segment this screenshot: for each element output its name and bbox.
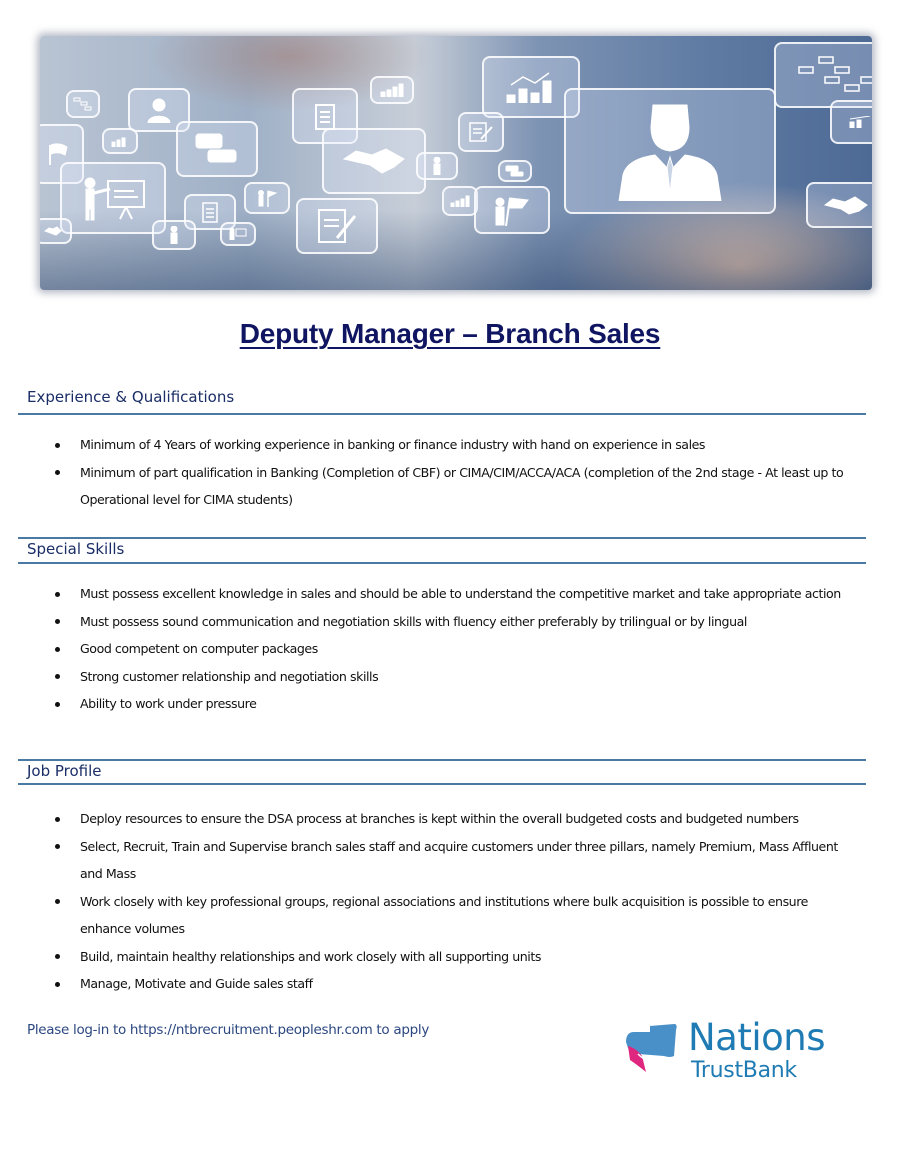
list-item: Ability to work under pressure — [0, 690, 900, 718]
chat-small-icon — [498, 160, 532, 182]
section-rule — [18, 783, 866, 785]
section-rule — [18, 562, 866, 564]
bullet-icon — [55, 592, 60, 597]
growth-bar-icon — [370, 76, 414, 104]
list-item: Manage, Motivate and Guide sales staff — [0, 970, 900, 998]
document-edit-icon — [458, 112, 504, 152]
list-item: Deploy resources to ensure the DSA process at branches is kept within the overall budgeted costs and budgeted numbers — [0, 805, 900, 833]
bullet-icon — [55, 470, 60, 475]
list-item: Must possess sound communication and negotiation skills with fluency either preferably by trilingual or by lingual — [0, 608, 900, 636]
list-item: Must possess excellent knowledge in sales and should be able to understand the competitive market and take appropriate action — [0, 580, 900, 608]
presentation-icon — [60, 162, 166, 234]
special-skills-list — [0, 580, 900, 718]
nations-trust-bank-logo — [624, 1018, 844, 1088]
bank-emblem-icon — [624, 1020, 686, 1076]
apply-instructions: Please log-in to https://ntbrecruitment.peopleshr.com to apply — [27, 1022, 430, 1038]
bullet-icon — [55, 619, 60, 624]
person-flag-icon — [244, 182, 290, 214]
org-chart-large-icon — [774, 42, 872, 108]
logo-text-trustbank: TrustBank — [691, 1058, 797, 1083]
chat-bubbles-icon — [176, 121, 258, 177]
handshake-small-icon — [40, 218, 72, 244]
section-heading-special-skills: Special Skills — [27, 540, 125, 558]
bullet-icon — [55, 982, 60, 987]
list-item: Minimum of 4 Years of working experience in banking or finance industry with hand on experience in sales — [0, 431, 900, 459]
list-item: Work closely with key professional groups, regional associations and institutions where bulk acquisition is possible to ensure enhance volumes — [0, 888, 900, 943]
bullet-icon — [55, 443, 60, 448]
job-profile-list — [0, 805, 900, 998]
document-sign-icon — [296, 198, 378, 254]
bullet-icon — [55, 899, 60, 904]
bullet-icon — [55, 702, 60, 707]
person-flag-large-icon — [474, 186, 550, 234]
section-heading-job-profile: Job Profile — [27, 762, 102, 780]
handshake-icon — [322, 128, 426, 194]
job-title: Deputy Manager – Branch Sales — [239, 318, 661, 349]
list-item: Build, maintain healthy relationships and work closely with all supporting units — [0, 943, 900, 971]
bullet-icon — [55, 647, 60, 652]
businessman-icon — [564, 88, 776, 214]
bullet-icon — [55, 844, 60, 849]
banner-image — [40, 36, 872, 290]
org-chart-icon — [66, 90, 100, 118]
list-item: Good competent on computer packages — [0, 635, 900, 663]
person-small-icon — [416, 152, 458, 180]
bullet-icon — [55, 674, 60, 679]
section-rule — [18, 413, 866, 415]
growth-small-icon — [442, 186, 478, 216]
list-item: Minimum of part qualification in Banking (Completion of CBF) or CIMA/CIM/ACCA/ACA (completion of the 2nd stage - At least up to Operational level for CIMA students) — [0, 459, 900, 514]
bar-chart-small-icon — [102, 128, 138, 154]
bullet-icon — [55, 954, 60, 959]
bullet-icon — [55, 817, 60, 822]
chart-edge-icon — [830, 100, 872, 144]
experience-list — [0, 431, 900, 514]
list-item: Strong customer relationship and negotiation skills — [0, 663, 900, 691]
logo-text-nations: Nations — [688, 1016, 826, 1059]
section-rule — [18, 759, 866, 761]
handshake-right-icon — [806, 182, 872, 228]
person-icon-2 — [152, 220, 196, 250]
section-heading-experience: Experience & Qualifications — [27, 388, 235, 406]
list-item: Select, Recruit, Train and Supervise branch sales staff and acquire customers under three pillars, namely Premium, Mass Affluent and Mass — [0, 833, 900, 888]
trainer-icon — [220, 222, 256, 246]
section-rule — [18, 537, 866, 539]
